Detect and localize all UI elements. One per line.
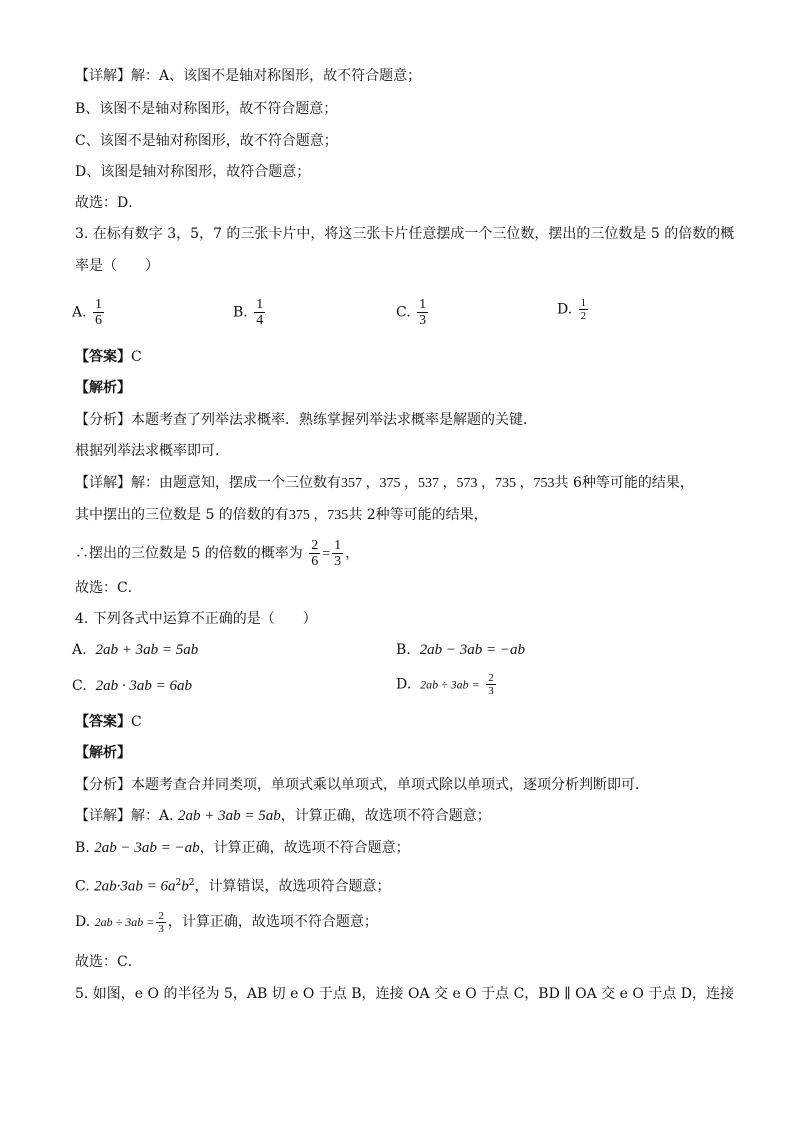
q4-detail-d: D. 2ab ÷ 3ab = $\frac{2}{3}$ ，计算正确，故选项不符合题意； — [75, 909, 378, 935]
solution-line: 【详解】解：A、该图不是轴对称图形，故不符合题意； — [75, 68, 422, 84]
q3-hint: 根据列举法求概率即可． — [75, 443, 229, 459]
q3-option-c: C. $\frac{1}{3}$ — [396, 297, 427, 328]
solution-line: D、该图是轴对称图形，故符合题意； — [75, 164, 311, 180]
q4-analysis-label: 【解析】 — [75, 745, 131, 761]
question-3-stem: 3. 在标有数字 3，5，7 的三张卡片中，将这三张卡片任意摆成一个三位数，摆出的三位数是 5 的倍数的概 — [75, 226, 735, 242]
q4-option-b: B. 2ab − 3ab = −ab — [396, 642, 526, 658]
q3-detail-2: 其中摆出的三位数是 5 的倍数的有375 ，735共 2种等可能的结果， — [75, 507, 488, 523]
question-3-stem-cont: 率是（ ） — [75, 258, 159, 274]
q3-option-d: D. $\frac{1}{2}$ — [557, 297, 587, 322]
q3-analysis: 【分析】本题考查了列举法求概率．熟练掌握列举法求概率是解题的关键． — [75, 412, 537, 428]
q4-detail-c: C. $2ab\cdot 3ab = 6a^2b^2$，计算错误，故选项符合题意； — [75, 878, 391, 895]
q3-answer: 【答案】C — [75, 349, 142, 365]
question-4-stem: 4. 下列各式中运算不正确的是（ ） — [75, 611, 317, 627]
q4-choose: 故选：C． — [75, 954, 142, 970]
q4-option-a: A. 2ab + 3ab = 5ab — [72, 642, 199, 658]
q4-analysis: 【分析】本题考查合并同类项，单项式乘以单项式，单项式除以单项式，逐项分析判断即可． — [75, 777, 649, 793]
q3-choose: 故选：C． — [75, 580, 142, 596]
q4-detail-b: B. 2ab − 3ab = −ab，计算正确，故选项不符合题意； — [75, 840, 410, 856]
q3-detail-3: ∴摆出的三位数是 5 的倍数的概率为 $\frac{2}{6}$ = $\frac{1}{3}$ ， — [75, 538, 360, 569]
q3-detail-1: 【详解】解：由题意知，摆成一个三位数有357 ，375 ，537 ，573 ，735 ，753共 6种等可能的结果， — [75, 475, 694, 491]
q4-option-d: D. 2ab ÷ 3ab = $\frac{2}{3}$ — [396, 672, 494, 697]
q3-analysis-label: 【解析】 — [75, 380, 131, 396]
solution-line: B、该图不是轴对称图形，故不符合题意； — [75, 101, 338, 117]
question-5-stem: 5. 如图，e O 的半径为 5，AB 切 e O 于点 B，连接 OA 交 e O 于点 C，BD ∥ OA 交 e O 于点 D，连接 — [75, 986, 734, 1002]
q4-option-c: C. 2ab · 3ab = 6ab — [72, 678, 192, 694]
choose-line: 故选：D． — [75, 195, 143, 211]
q4-detail-a: 【详解】解：A. 2ab + 3ab = 5ab，计算正确，故选项不符合题意； — [75, 808, 491, 824]
q3-option-b: B. $\frac{1}{4}$ — [233, 297, 264, 328]
q4-answer: 【答案】C — [75, 714, 142, 730]
solution-line: C、该图不是轴对称图形，故不符合题意； — [75, 133, 338, 149]
q3-option-a: A. $\frac{1}{6}$ — [72, 297, 103, 328]
